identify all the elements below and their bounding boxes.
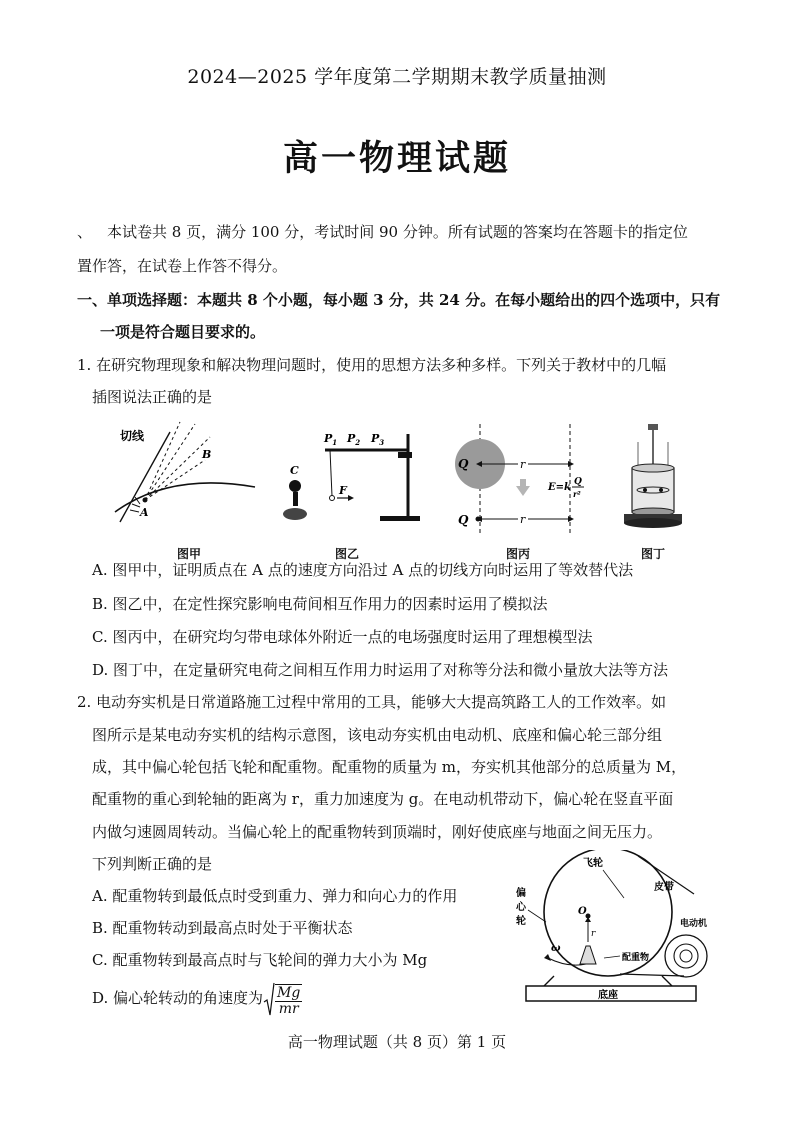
- fraction-denominator: mr: [278, 1000, 299, 1017]
- instructions-line-2: 置作答，在试卷上作答不得分。: [77, 257, 288, 275]
- svg-text:Q: Q: [574, 477, 582, 487]
- down-arrow-icon: [516, 479, 530, 496]
- svg-text:E=k: E=k: [548, 482, 571, 493]
- q1-stem-line-1: 1. 在研究物理现象和解决物理问题时，使用的思想方法多种多样。下列关于教材中的几幅: [77, 356, 667, 374]
- sqrt-expression: [263, 979, 302, 1019]
- svg-text:轮: 轮: [516, 916, 526, 927]
- svg-text:心: 心: [516, 902, 526, 913]
- q2-option-a: A. 配重物转到最低点时受到重力、弹力和向心力的作用: [92, 887, 458, 905]
- svg-text:P2: $P_2$: [347, 432, 361, 447]
- caption-jia: 图甲: [177, 547, 202, 561]
- caption-yi: 图乙: [335, 547, 360, 561]
- q1-option-d: D. 图丁中，在定量研究电荷之间相互作用力时运用了对称等分法和微小量放大法等方法: [92, 661, 669, 679]
- q1-option-b: B. 图乙中，在定性探究影响电荷间相互作用力的因素时运用了模拟法: [92, 595, 548, 613]
- svg-text:偏: 偏: [516, 888, 526, 899]
- q2-stem-line-3: 成，其中偏心轮包括飞轮和配重物。配重物的质量为 m，夯实机其他部分的总质量为 M，: [92, 758, 687, 776]
- subject-title: 高一物理试题: [282, 139, 511, 179]
- q1-option-a: A. 图甲中，证明质点在 A 点的速度方向沿过 A 点的切线方向时运用了等效替代法: [92, 561, 634, 579]
- charge-c-label: C: [290, 464, 299, 477]
- point-b-label: B: [202, 448, 212, 461]
- svg-text:Q: Q: [458, 513, 469, 527]
- figure-bing: [450, 424, 590, 536]
- instruction-mark: 、: [77, 223, 93, 241]
- q2-stem-line-1: 2. 电动夯实机是日常道路施工过程中常用的工具，能够大大提高筑路工人的工作效率。如: [77, 693, 667, 711]
- q2-stem-line-5: 内做匀速圆周转动。当偏心轮上的配重物转到顶端时，刚好使底座与地面之间无压力。: [92, 823, 663, 841]
- caption-bing: 图丙: [506, 547, 531, 561]
- q2-option-b: B. 配重物转动到最高点时处于平衡状态: [92, 919, 353, 937]
- exam-title: 2024—2025 学年度第二学期期末教学质量抽测: [187, 66, 607, 88]
- point-a-label: A: [140, 506, 149, 519]
- section-heading-line-1: 一、单项选择题：本题共 8 个小题，每小题 3 分，共 24 分。在每小题给出的四个选项中，只有: [77, 291, 721, 309]
- page-footer: 高一物理试题（共 8 页）第 1 页: [287, 1033, 507, 1051]
- flywheel-label: 飞轮: [583, 858, 603, 869]
- base-label: 底座: [598, 990, 618, 1001]
- q2-option-d-text: D. 偏心轮转动的角速度为: [92, 989, 264, 1007]
- section-heading-line-2: 一项是符合题目要求的。: [100, 323, 266, 341]
- svg-text:P1: $P_1$: [324, 432, 338, 447]
- svg-text:r²: r²: [573, 489, 581, 499]
- instructions-line-1: 本试卷共 8 页，满分 100 分，考试时间 90 分钟。所有试题的答案均在答题卡的指定位: [107, 223, 688, 241]
- figure-rammer: [508, 850, 728, 1005]
- belt-label: 皮带: [654, 882, 674, 893]
- svg-text:Q: Q: [458, 457, 469, 471]
- q2-stem-line-2: 图所示是某电动夯实机的结构示意图，该电动夯实机由电动机、底座和偏心轮三部分组: [92, 726, 663, 744]
- fraction-numerator: Mg: [277, 984, 301, 1001]
- caption-ding: 图丁: [641, 547, 666, 561]
- q2-option-d: [92, 978, 302, 1018]
- figure-jia: [110, 412, 260, 532]
- figure-yi: [280, 428, 430, 528]
- radius-label: r: [591, 929, 596, 939]
- center-label: O: [578, 906, 587, 917]
- motor-label: 电动机: [680, 919, 708, 929]
- force-label: F: [339, 484, 347, 497]
- q2-option-c: C. 配重物转到最高点时与飞轮间的弹力大小为 Mg: [92, 951, 428, 969]
- svg-text:r: r: [520, 458, 526, 471]
- counterweight-shape: [580, 946, 596, 964]
- q2-stem-line-4: 配重物的重心到轮轴的距离为 r，重力加速度为 g。在电动机带动下，偏心轮在竖直平面: [92, 790, 674, 808]
- svg-text:r: r: [520, 513, 526, 526]
- q2-stem-line-6: 下列判断正确的是: [92, 855, 213, 873]
- q1-option-c: C. 图丙中，在研究均匀带电球体外附近一点的电场强度时运用了理想模型法: [92, 628, 593, 646]
- tangent-label: 切线: [120, 429, 145, 443]
- motor-pulley: [665, 935, 707, 977]
- svg-text:P3: $P_3$: [371, 432, 385, 447]
- counterweight-label: 配重物: [622, 953, 650, 963]
- figure-ding: [618, 420, 688, 535]
- omega-label: ω: [551, 943, 561, 954]
- trajectory-curve: [115, 483, 255, 512]
- q1-stem-line-2: 插图说法正确的是: [92, 388, 213, 406]
